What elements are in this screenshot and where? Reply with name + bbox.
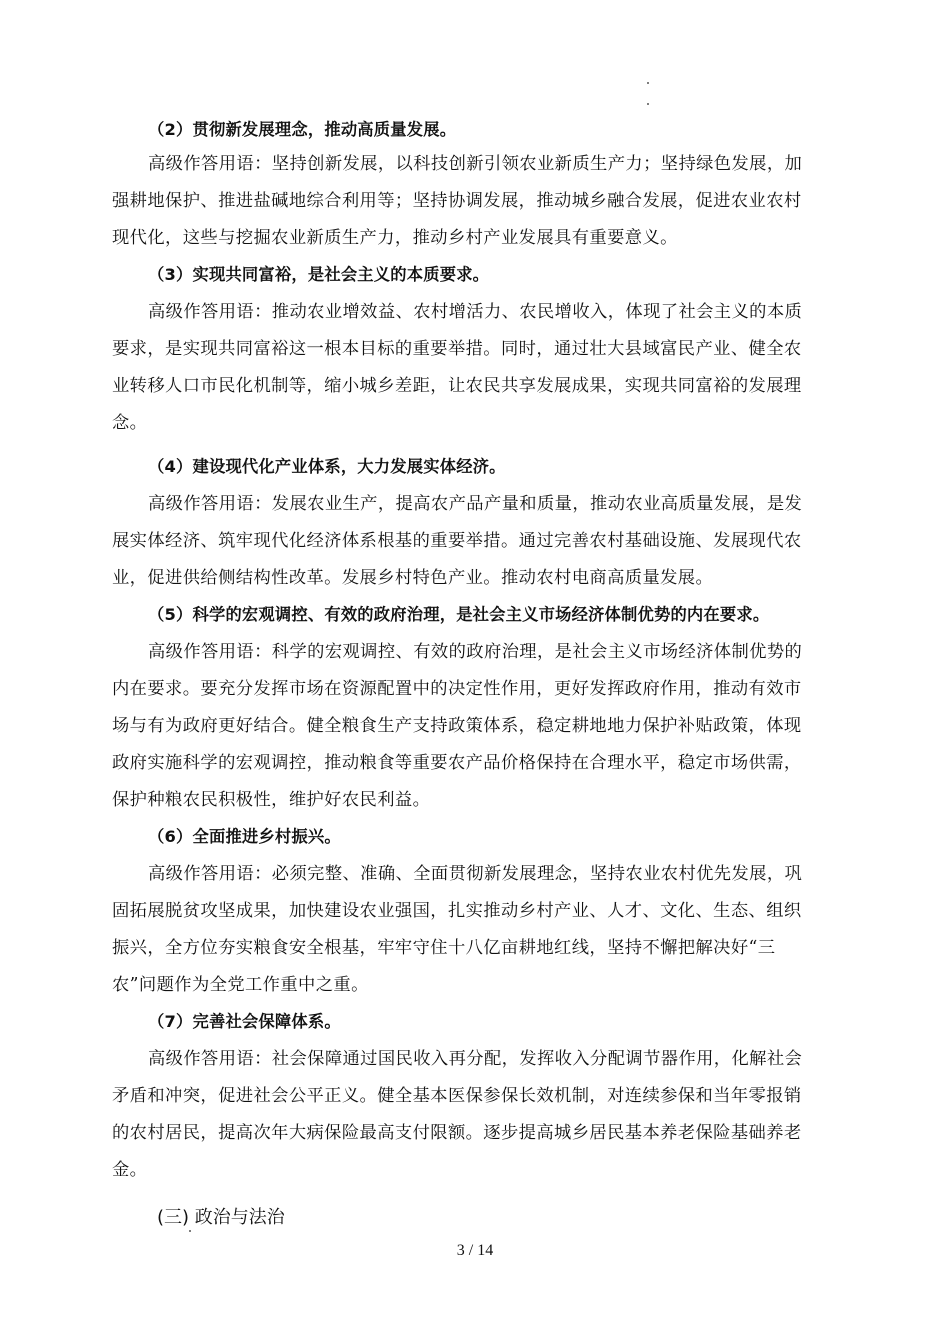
body-text-line: 高级作答用语：社会保障通过国民收入再分配，发挥收入分配调节器作用，化解社会: [148, 1049, 803, 1069]
body-text-line: 展实体经济、筑牢现代化经济体系根基的重要举措。通过完善农村基础设施、发展现代农: [112, 531, 802, 551]
section-heading: （6）全面推进乡村振兴。: [148, 827, 341, 846]
body-text-line: 振兴，全方位夯实粮食安全根基，牢牢守住十八亿亩耕地红线，坚持不懈把解决好“三: [112, 938, 776, 958]
body-text-line: 的农村居民，提高次年大病保险最高支付限额。逐步提高城乡居民基本养老保险基础养老: [112, 1123, 802, 1143]
body-text-line: 高级作答用语：推动农业增效益、农村增活力、农民增收入，体现了社会主义的本质: [148, 302, 803, 322]
body-text-line: 强耕地保护、推进盐碱地综合利用等；坚持协调发展，推动城乡融合发展，促进农业农村: [112, 191, 802, 211]
body-text-line: 业转移人口市民化机制等，缩小城乡差距，让农民共享发展成果，实现共同富裕的发展理: [112, 376, 802, 396]
body-text-line: 现代化，这些与挖掘农业新质生产力，推动乡村产业发展具有重要意义。: [112, 228, 678, 248]
sub-section-heading: (三) 政治与法治: [157, 1207, 285, 1228]
body-text-line: 政府实施科学的宏观调控，推动粮食等重要农产品价格保持在合理水平，稳定市场供需，: [112, 753, 802, 773]
body-text-line: 金。: [112, 1160, 148, 1180]
speck-mark: [647, 103, 649, 105]
body-text-line: 高级作答用语：发展农业生产，提高农产品产量和质量，推动农业高质量发展，是发: [148, 494, 803, 514]
page-number: 3 / 14: [456, 1242, 494, 1259]
section-heading: （3）实现共同富裕，是社会主义的本质要求。: [148, 265, 490, 284]
body-text-line: 保护种粮农民积极性，维护好农民利益。: [112, 790, 431, 810]
section-heading: （5）科学的宏观调控、有效的政府治理，是社会主义市场经济体制优势的内在要求。: [148, 605, 770, 624]
body-text-line: 矛盾和冲突，促进社会公平正义。健全基本医保参保长效机制，对连续参保和当年零报销: [112, 1086, 802, 1106]
speck-mark: [647, 82, 649, 84]
body-text-line: 内在要求。要充分发挥市场在资源配置中的决定性作用，更好发挥政府作用，推动有效市: [112, 679, 802, 699]
section-heading: （2）贯彻新发展理念，推动高质量发展。: [148, 120, 457, 139]
body-text-line: 固拓展脱贫攻坚成果，加快建设农业强国，扎实推动乡村产业、人才、文化、生态、组织: [112, 901, 802, 921]
body-text-line: 高级作答用语：坚持创新发展，以科技创新引领农业新质生产力；坚持绿色发展，加: [148, 154, 803, 174]
body-text-line: 业，促进供给侧结构性改革。发展乡村特色产业。推动农村电商高质量发展。: [112, 568, 714, 588]
body-text-line: 场与有为政府更好结合。健全粮食生产支持政策体系，稳定耕地地力保护补贴政策，体现: [112, 716, 802, 736]
body-text-line: 念。: [112, 413, 148, 433]
body-text-line: 高级作答用语：必须完整、准确、全面贯彻新发展理念，坚持农业农村优先发展，巩: [148, 864, 803, 884]
body-text-line: 要求，是实现共同富裕这一根本目标的重要举措。同时，通过壮大县域富民产业、健全农: [112, 339, 802, 359]
body-text-line: 农”问题作为全党工作重中之重。: [112, 975, 369, 995]
section-heading: （4）建设现代化产业体系，大力发展实体经济。: [148, 457, 506, 476]
body-text-line: 高级作答用语：科学的宏观调控、有效的政府治理，是社会主义市场经济体制优势的: [148, 642, 803, 662]
section-heading: （7）完善社会保障体系。: [148, 1012, 341, 1031]
